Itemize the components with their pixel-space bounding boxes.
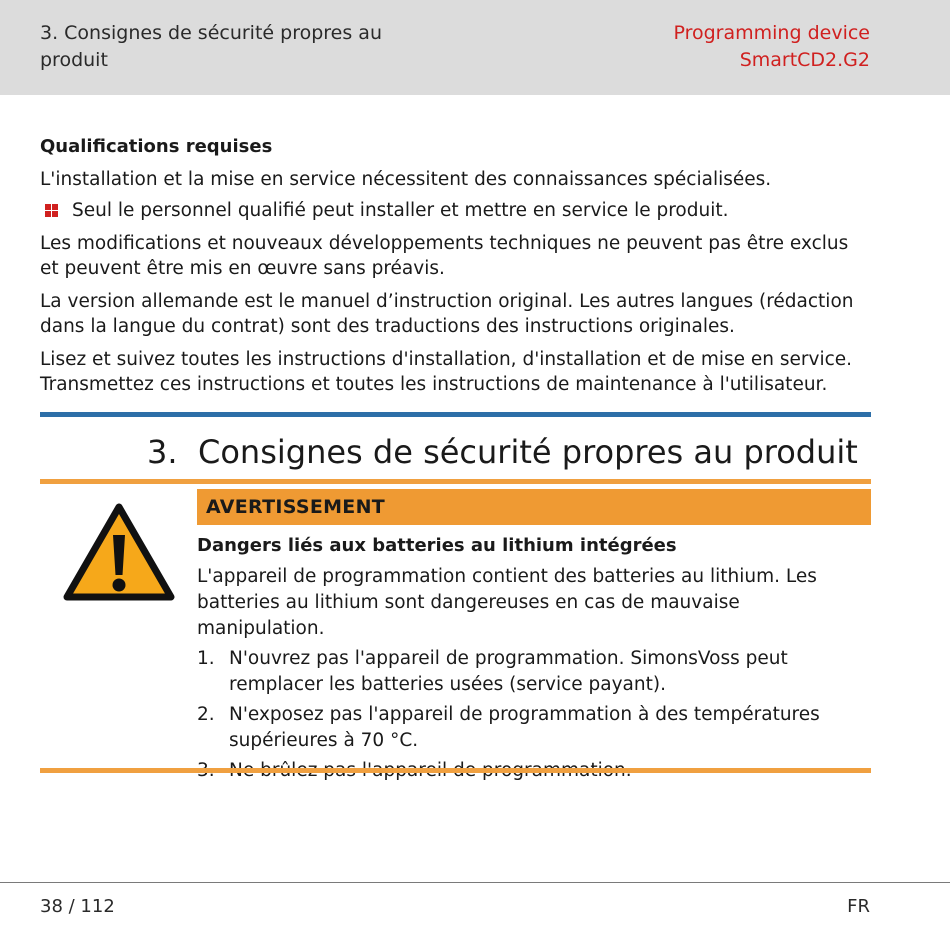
step-text: N'ouvrez pas l'appareil de programmation. SimonsVoss peut remplacer les batteries usées (service payant). xyxy=(229,648,788,695)
red-square-bullet-icon xyxy=(45,204,58,217)
warning-triangle-icon xyxy=(61,501,177,609)
paragraph-instructions: Lisez et suivez toutes les instructions d'installation, d'installation et de mise en service. Transmettez ces instructions et toutes les instructions de maintenance à l'utilisateur. xyxy=(40,349,853,395)
bullet-text: Seul le personnel qualifié peut installer et mettre en service le produit. xyxy=(72,200,729,221)
warning-heading: Dangers liés aux batteries au lithium intégrées xyxy=(197,535,677,556)
section-heading xyxy=(147,430,867,474)
warning-step xyxy=(197,646,869,698)
qualifications-intro: L'installation et la mise en service nécessitent des connaissances spécialisées. xyxy=(40,169,772,190)
step-text: N'exposez pas l'appareil de programmation à des températures supérieures à 70 °C. xyxy=(229,704,820,751)
paragraph-modifications: Les modifications et nouveaux développements techniques ne peuvent pas être exclus et peuvent être mis en œuvre sans préavis. xyxy=(40,233,849,279)
warning-label: AVERTISSEMENT xyxy=(206,496,386,518)
warning-steps xyxy=(197,646,869,784)
warning-text: L'appareil de programmation contient des batteries au lithium. Les batteries au lithium sont dangereuses en cas de mauvaise manipulation. xyxy=(197,566,817,639)
warning-step xyxy=(197,702,869,754)
warning-divider-top xyxy=(40,479,871,484)
qualifications-heading: Qualifications requises xyxy=(40,136,273,157)
product-line-2: SmartCD2.G2 xyxy=(739,49,870,71)
section-number: 3. xyxy=(147,433,178,471)
qualifications-section xyxy=(40,133,870,405)
warning-body xyxy=(197,532,869,788)
qualifications-bullet xyxy=(40,198,870,223)
page-number: 38 / 112 xyxy=(40,896,115,917)
step-number: 2. xyxy=(197,704,215,725)
product-line-1: Programming device xyxy=(673,22,870,44)
product-name xyxy=(673,20,870,74)
section-divider-blue xyxy=(40,412,871,417)
section-title-text: Consignes de sécurité propres au produit xyxy=(198,433,858,471)
language-code: FR xyxy=(847,896,870,917)
footer-divider xyxy=(0,882,950,883)
paragraph-original-version: La version allemande est le manuel d’instruction original. Les autres langues (rédaction dans la langue du contrat) sont des traductions des instructions originales. xyxy=(40,291,854,337)
warning-banner xyxy=(197,489,871,525)
page-header xyxy=(0,0,950,95)
warning-divider-bottom xyxy=(40,768,871,773)
step-number: 1. xyxy=(197,648,215,669)
chapter-title: 3. Consignes de sécurité propres au produit xyxy=(40,22,382,71)
